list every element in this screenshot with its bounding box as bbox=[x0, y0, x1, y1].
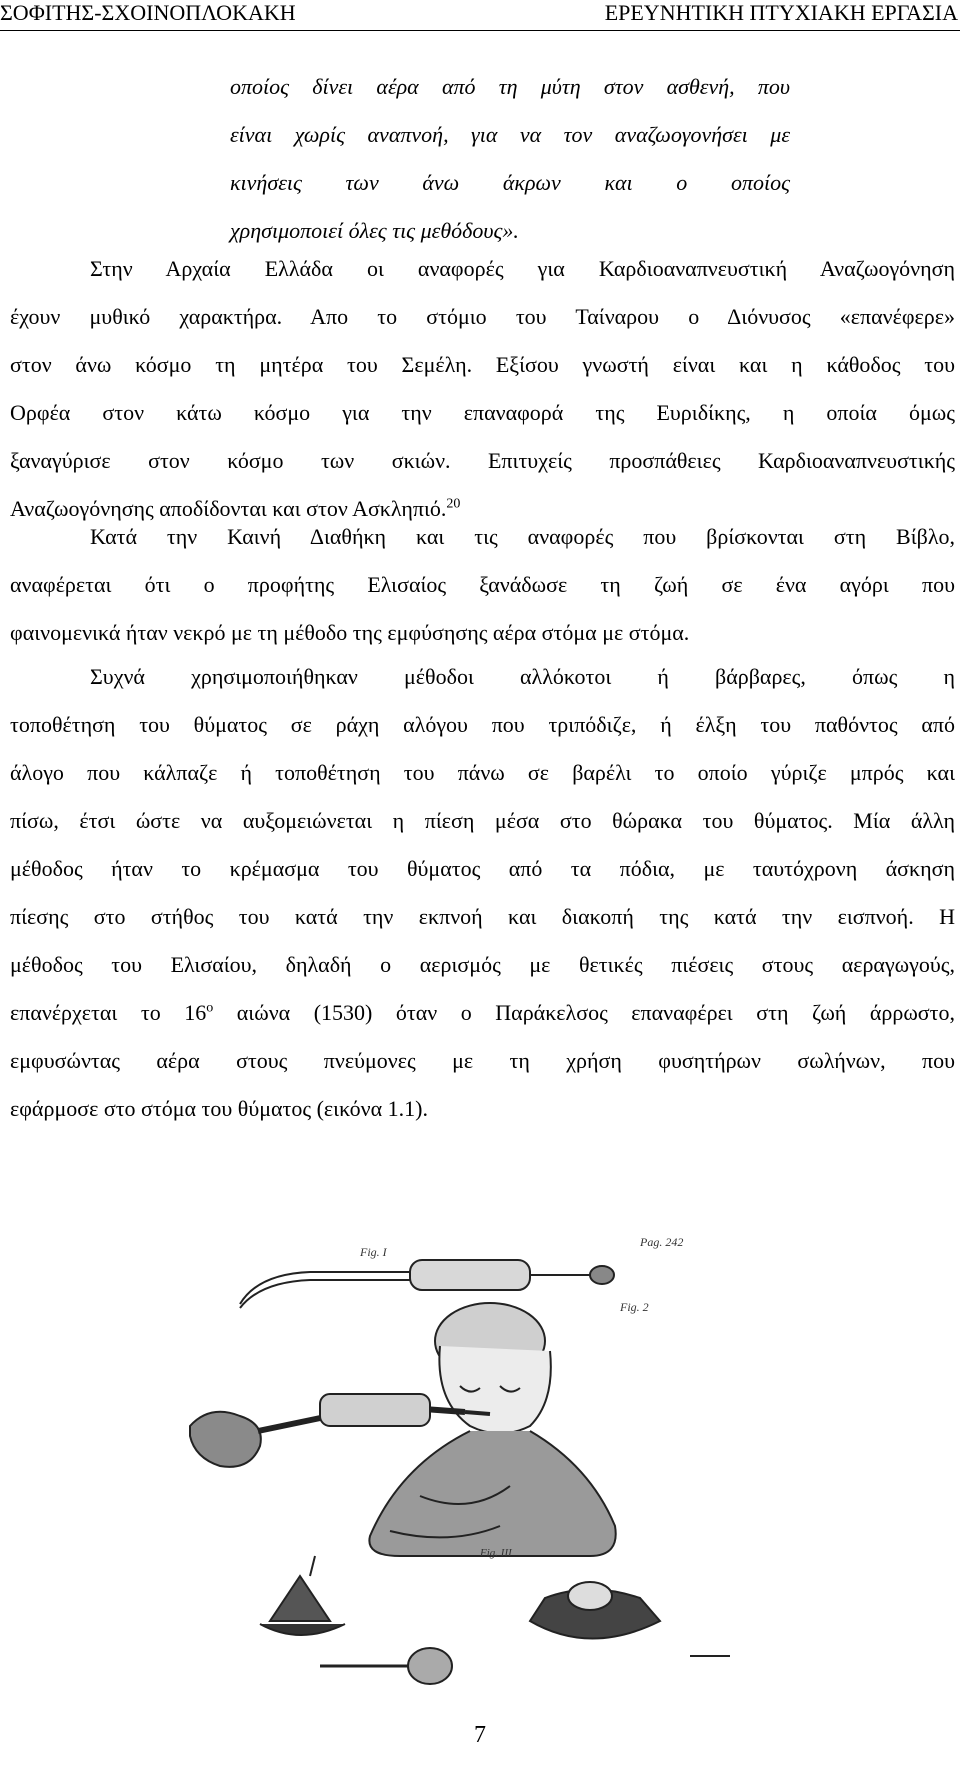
page-header bbox=[0, 0, 960, 30]
text-line: στον άνω κόσμο τη μητέρα του Σεμέλη. Εξίσου γνωστή είναι και η κάθοδος του bbox=[10, 352, 955, 377]
page-number: 7 bbox=[474, 1722, 486, 1748]
quote-line: οποίος δίνει αέρα από τη μύτη στον ασθενή, που bbox=[230, 74, 790, 99]
text-line-part: αιώνα (1530) όταν ο Παράκελσος επαναφέρει στη ζωή άρρωστο, bbox=[213, 1000, 956, 1025]
text-line: Συχνά χρησιμοποιήθηκαν μέθοδοι αλλόκοτοι ή βάρβαρες, όπως η bbox=[90, 664, 955, 689]
figure-1-1-engraving bbox=[170, 1226, 790, 1696]
figure-label: Fig. I bbox=[360, 1245, 387, 1259]
text-line: εμφυσώντας αέρα στους πνεύμονες με τη χρήση φυσητήρων σωλήνων, που bbox=[10, 1048, 955, 1073]
quote-line: χρησιμοποιεί όλες τις μεθόδους». bbox=[230, 218, 519, 243]
figure-label: Fig. 2 bbox=[620, 1300, 649, 1314]
figure-label: Fig. III bbox=[480, 1547, 512, 1559]
quote-line: κινήσεις των άνω άκρων και ο οποίος bbox=[230, 170, 790, 195]
header-document-type: ΕΡΕΥΝΗΤΙΚΗ ΠΤΥΧΙΑΚΗ ΕΡΓΑΣΙΑ bbox=[604, 0, 958, 25]
text-line: μέθοδος ήταν το κρέμασμα του θύματος από τα πόδια, με ταυτόχρονη άσκηση bbox=[10, 856, 955, 881]
text-line-content: Αναζωογόνησης αποδίδονται και στον Ασκληπιό. bbox=[10, 496, 447, 521]
text-line bbox=[10, 989, 955, 1037]
engraving-illustration bbox=[170, 1226, 790, 1696]
quote-block bbox=[230, 63, 790, 255]
paragraph-3 bbox=[10, 653, 955, 1133]
quote-line: είναι χωρίς αναπνοή, για να τον αναζωογονήσει με bbox=[230, 122, 790, 147]
text-line: εφάρμοσε στο στόμα του θύματος (εικόνα 1.1). bbox=[10, 1096, 428, 1121]
text-line: πίεσης στο στήθος του κατά την εκπνοή και διακοπή της κατά την εισπνοή. Η bbox=[10, 904, 955, 929]
header-rule bbox=[0, 30, 960, 31]
text-line: έχουν μυθικό χαρακτήρα. Απο το στόμιο του Ταίναρου ο Διόνυσος «επανέφερε» bbox=[10, 304, 955, 329]
text-line: άλογο που κάλπαζε ή τοποθέτηση του πάνω σε βαρέλι το οποίο γύριζε μπρός και bbox=[10, 760, 955, 785]
text-line: πίσω, έτσι ώστε να αυξομειώνεται η πίεση μέσα στο θώρακα του θύματος. Μία άλλη bbox=[10, 808, 955, 833]
text-line: τοποθέτηση του θύματος σε ράχη αλόγου που τριπόδιζε, ή έλξη του παθόντος από bbox=[10, 712, 955, 737]
superscript-ordinal: ο bbox=[206, 1000, 214, 1016]
text-line: Κατά την Καινή Διαθήκη και τις αναφορές που βρίσκονται στη Βίβλο, bbox=[90, 524, 955, 549]
figure-label: Pag. 242 bbox=[640, 1235, 684, 1249]
footnote-ref: 20 bbox=[446, 496, 461, 512]
text-line-part: επανέρχεται το 16 bbox=[10, 1000, 207, 1025]
text-line: φαινομενικά ήταν νεκρό με τη μέθοδο της εμφύσησης αέρα στόμα με στόμα. bbox=[10, 620, 690, 645]
text-line: Ορφέα στον κάτω κόσμο για την επαναφορά της Ευριδίκης, η οποία όμως bbox=[10, 400, 955, 425]
text-line: μέθοδος του Ελισαίου, δηλαδή ο αερισμός με θετικές πιέσεις στους αεραγωγούς, bbox=[10, 952, 955, 977]
header-authors: ΣΟΦΙΤΗΣ-ΣΧΟΙΝΟΠΛΟΚΑΚΗ bbox=[0, 0, 296, 25]
paragraph-2 bbox=[10, 513, 955, 657]
paragraph-1 bbox=[10, 245, 955, 533]
text-line: Στην Αρχαία Ελλάδα οι αναφορές για Καρδιοαναπνευστική Αναζωογόνηση bbox=[90, 256, 955, 281]
text-line: ξαναγύρισε στον κόσμο των σκιών. Επιτυχείς προσπάθειες Καρδιοαναπνευστικής bbox=[10, 448, 955, 473]
text-line: αναφέρεται ότι ο προφήτης Ελισαίος ξανάδωσε τη ζωή σε ένα αγόρι που bbox=[10, 572, 955, 597]
